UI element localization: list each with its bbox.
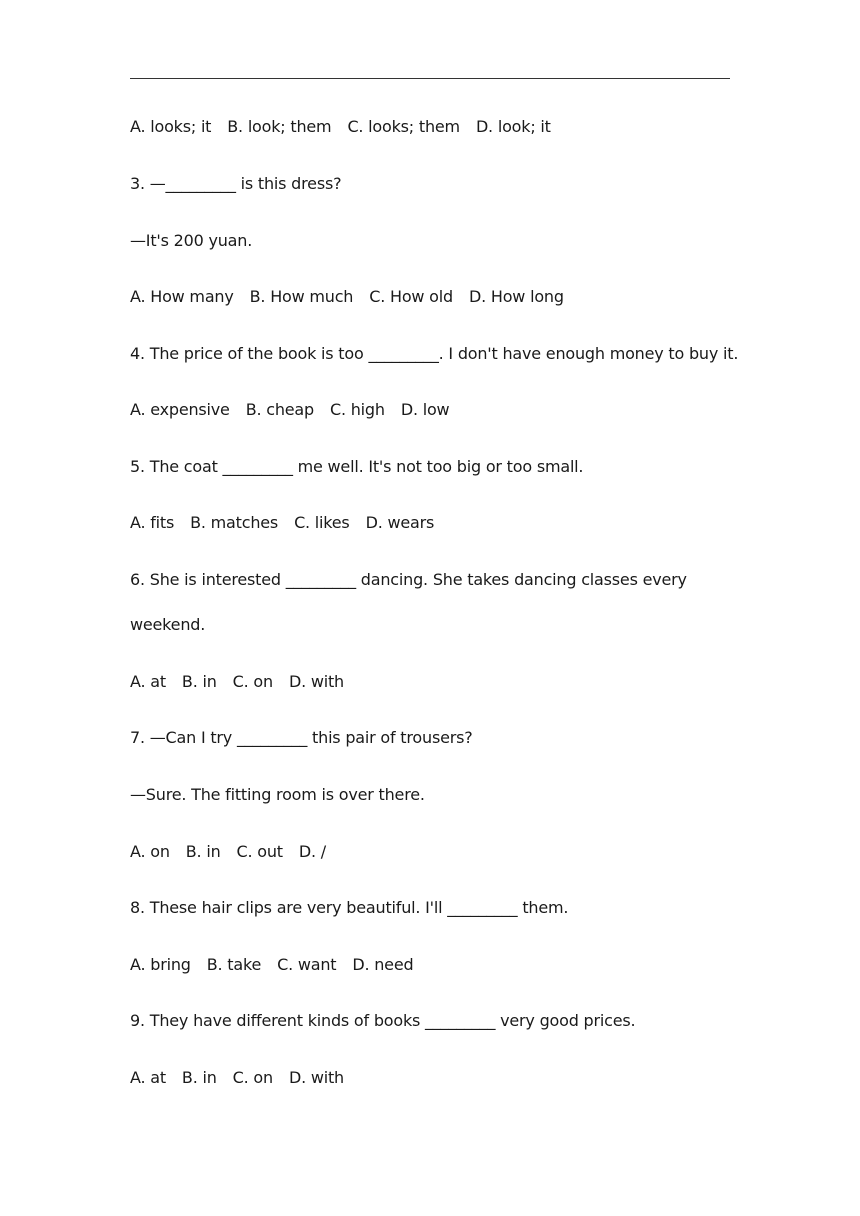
answer-option: D. How long [468,287,564,306]
answer-options [130,287,564,307]
question-text: 4. The price of the book is too _________. I don't have enough money to buy it. [130,344,739,363]
answer-option: D. low [400,400,450,419]
answer-option: C. looks; them [347,117,460,136]
answer-option: A. fits [130,513,175,532]
answer-option: B. in [181,1068,217,1087]
answer-option: D. / [298,842,326,861]
answer-option: C. on [232,672,273,691]
answer-options [130,672,344,692]
answer-options [130,955,413,975]
answer-option: A. bring [130,955,191,974]
question-text: —Sure. The fitting room is over there. [130,785,425,804]
answer-option: B. cheap [245,400,314,419]
answer-options [130,513,434,533]
question-text: 9. They have different kinds of books _________ very good prices. [130,1011,636,1030]
answer-option: B. look; them [227,117,332,136]
question-text: 5. The coat _________ me well. It's not too big or too small. [130,457,584,476]
answer-option: B. in [181,672,217,691]
answer-options [130,1068,344,1088]
answer-option: D. need [352,955,414,974]
answer-option: C. on [232,1068,273,1087]
answer-option: D. with [288,1068,344,1087]
answer-option: D. wears [365,513,435,532]
answer-option: B. How much [249,287,354,306]
answer-option: B. matches [190,513,279,532]
answer-option: B. take [206,955,262,974]
answer-option: A. at [130,672,166,691]
answer-option: C. How old [369,287,453,306]
answer-option: C. out [236,842,283,861]
answer-option: A. at [130,1068,166,1087]
answer-option: A. expensive [130,400,230,419]
answer-option: D. look; it [475,117,551,136]
question-text: 6. She is interested _________ dancing. She takes dancing classes every [130,570,687,589]
answer-option: A. on [130,842,170,861]
answer-options [130,117,551,137]
answer-options [130,400,449,420]
answer-option: C. likes [294,513,350,532]
question-text: —It's 200 yuan. [130,231,253,250]
answer-options [130,842,326,862]
answer-option: C. high [330,400,385,419]
question-text: weekend. [130,615,206,634]
answer-option: C. want [277,955,337,974]
question-text: 3. —_________ is this dress? [130,174,342,193]
question-text: 7. —Can I try _________ this pair of trousers? [130,728,473,747]
header-rule [130,78,730,79]
question-text: 8. These hair clips are very beautiful. I'll _________ them. [130,898,569,917]
answer-option: B. in [185,842,221,861]
answer-option: A. How many [130,287,234,306]
answer-option: A. looks; it [130,117,212,136]
answer-option: D. with [288,672,344,691]
